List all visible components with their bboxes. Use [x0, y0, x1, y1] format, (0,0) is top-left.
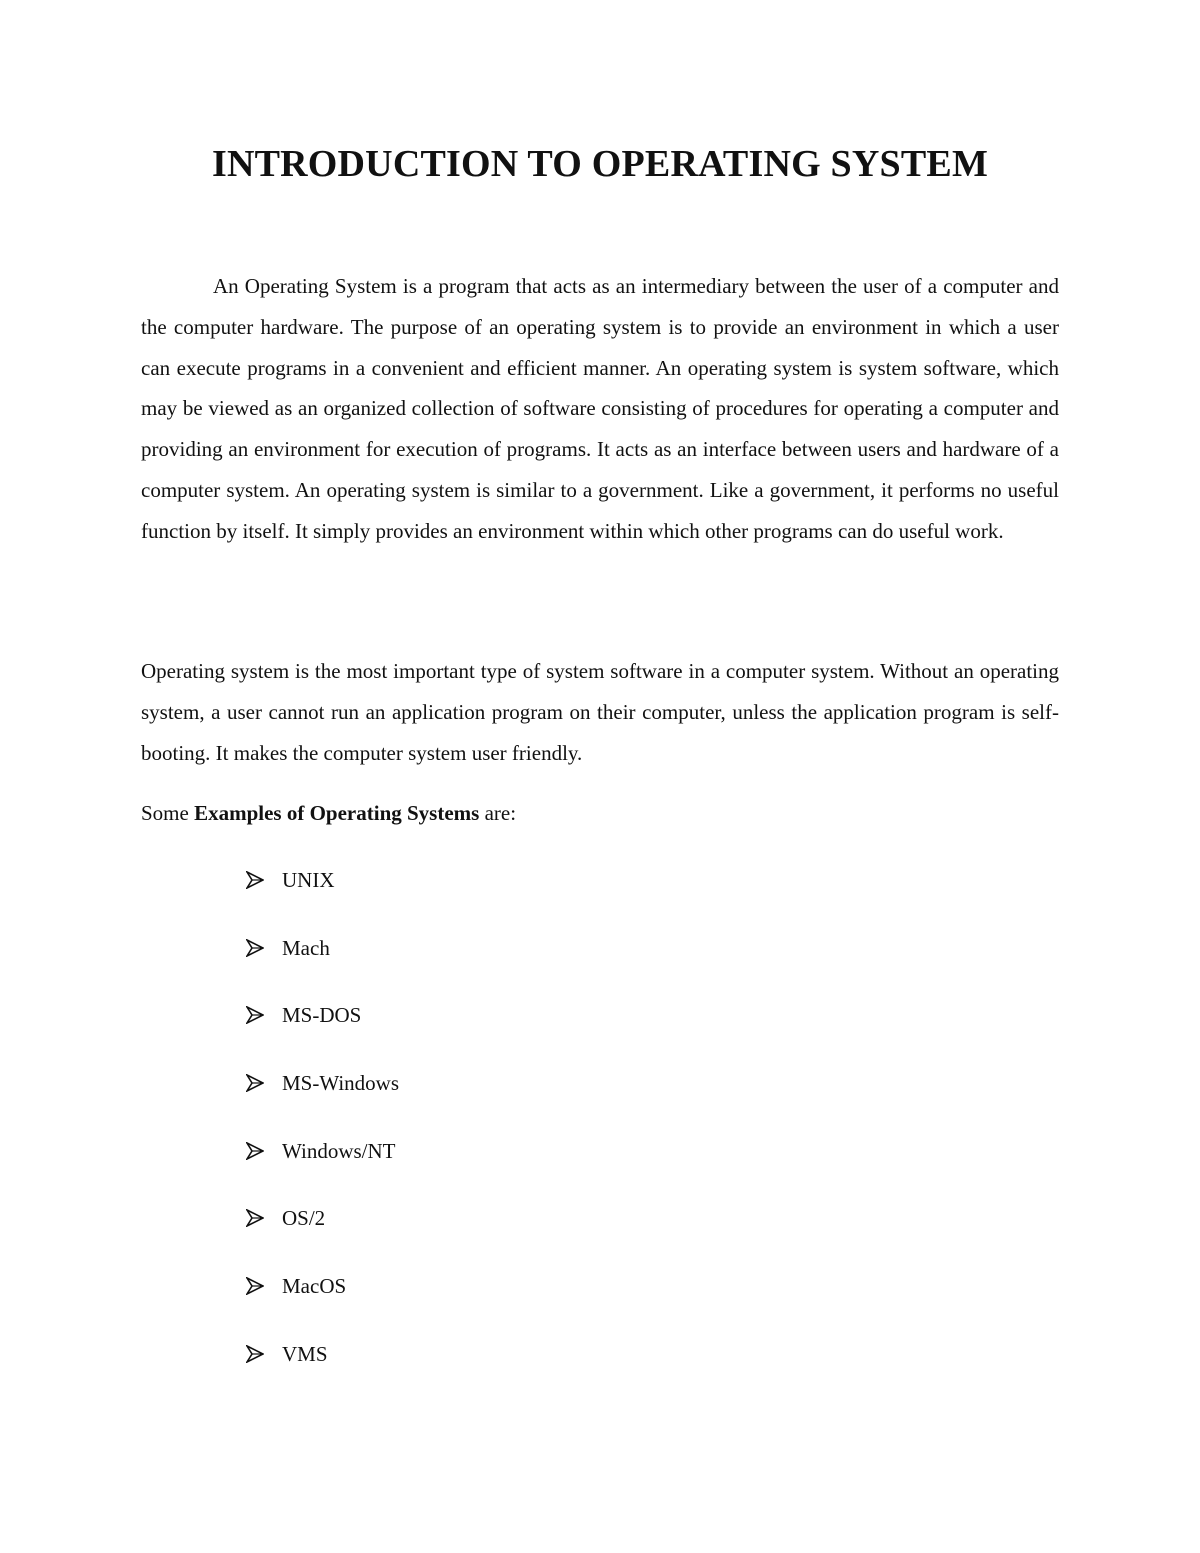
- list-item: [246, 860, 399, 928]
- arrowhead-bullet-icon: [246, 1131, 266, 1171]
- arrowhead-bullet-icon: [246, 995, 266, 1035]
- examples-prefix: Some: [141, 801, 189, 825]
- os-name: VMS: [282, 1341, 328, 1366]
- importance-paragraph: Operating system is the most important type of system software in a computer system. Without an operating system, a user cannot run an application program on their computer, unless the application program is self-booting. It makes the computer system user friendly.: [141, 659, 1059, 765]
- os-examples-list: [246, 860, 399, 1402]
- list-item: [246, 995, 399, 1063]
- arrowhead-bullet-icon: [246, 1198, 266, 1238]
- list-item: [246, 1266, 399, 1334]
- os-name: Windows/NT: [282, 1138, 396, 1163]
- list-item: [246, 1198, 399, 1266]
- list-item: [246, 1131, 399, 1199]
- os-name: Mach: [282, 935, 330, 960]
- intro-paragraph: An Operating System is a program that acts as an intermediary between the user of a computer and the computer hardware. The purpose of an operating system is to provide an environment in which a user can execute programs in a convenient and efficient manner. An operating system is system software, which may be viewed as an organized collection of software consisting of procedures for operating a computer and providing an environment for execution of programs. It acts as an interface between users and hardware of a computer system. An operating system is similar to a government. Like a government, it performs no useful function by itself. It simply provides an environment within which other programs can do useful work.: [141, 274, 1059, 543]
- examples-suffix: are:: [484, 801, 517, 825]
- os-name: UNIX: [282, 868, 335, 892]
- os-name: MS-Windows: [282, 1071, 399, 1096]
- list-item: [246, 1334, 399, 1402]
- arrowhead-bullet-icon: [246, 928, 266, 968]
- page-title: INTRODUCTION TO OPERATING SYSTEM: [211, 143, 989, 185]
- list-item: [246, 928, 399, 996]
- os-name: MacOS: [282, 1274, 347, 1299]
- examples-intro: [141, 793, 516, 833]
- arrowhead-bullet-icon: [246, 1334, 266, 1374]
- arrowhead-bullet-icon: [246, 1266, 266, 1306]
- examples-bold-label: Examples of Operating Systems: [194, 801, 480, 825]
- list-item: [246, 1063, 399, 1131]
- os-name: OS/2: [282, 1206, 326, 1231]
- arrowhead-bullet-icon: [246, 860, 266, 900]
- os-name: MS-DOS: [282, 1003, 362, 1028]
- arrowhead-bullet-icon: [246, 1063, 266, 1103]
